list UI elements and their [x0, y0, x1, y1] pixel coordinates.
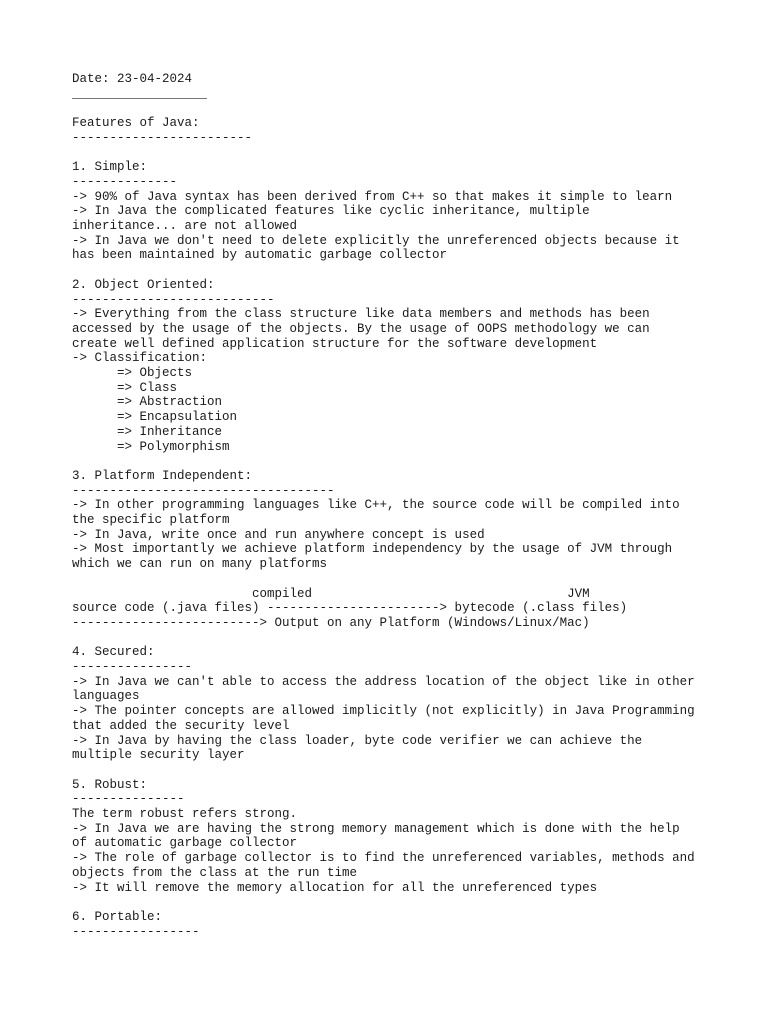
document-line: -> The pointer concepts are allowed implicitly (not explicitly) in Java Programming	[72, 704, 695, 719]
document-line: -> In Java we are having the strong memory management which is done with the help	[72, 821, 680, 836]
document-line: -> In other programming languages like C++, the source code will be compiled into	[72, 498, 680, 513]
document-line: has been maintained by automatic garbage collector	[72, 248, 448, 263]
document-line: -> The role of garbage collector is to find the unreferenced variables, methods and	[72, 851, 695, 866]
document-line: ---------------	[72, 792, 185, 807]
document-line: inheritance... are not allowed	[72, 219, 298, 233]
document-line: --------------	[72, 174, 178, 189]
document-line: -> In Java the complicated features like cyclic inheritance, multiple	[72, 204, 590, 219]
document-line: => Class	[72, 380, 178, 395]
document-line: 4. Secured:	[72, 645, 155, 660]
document-line: -> In Java, write once and run anywhere concept is used	[72, 527, 485, 542]
document-line: ----------------	[72, 660, 193, 675]
document-line: -> Everything from the class structure like data members and methods has been	[72, 307, 650, 322]
document-line: the specific platform	[72, 513, 230, 528]
document-line: => Inheritance	[72, 424, 223, 439]
document-line: => Abstraction	[72, 395, 223, 410]
document-line: Date: 23-04-2024	[72, 72, 193, 86]
document-page	[72, 72, 732, 939]
document-line: -------------------------> Output on any Platform (Windows/Linux/Mac)	[72, 615, 590, 630]
document-line	[72, 895, 732, 910]
document-line: The term robust refers strong.	[72, 807, 298, 822]
document-line: 1. Simple:	[72, 160, 148, 175]
document-line	[72, 263, 732, 278]
document-line: accessed by the usage of the objects. By the usage of OOPS methodology we can	[72, 321, 650, 336]
document-line: -> 90% of Java syntax has been derived from C++ so that makes it simple to learn	[72, 189, 673, 204]
document-line: __________________	[72, 86, 208, 101]
document-line	[72, 101, 732, 116]
document-line: of automatic garbage collector	[72, 836, 298, 851]
document-line: 5. Robust:	[72, 777, 148, 792]
document-line: -> In Java we don't need to delete explicitly the unreferenced objects because it	[72, 233, 680, 248]
document-line	[72, 146, 732, 161]
document-line: -> In Java we can't able to access the address location of the object like in other	[72, 674, 695, 689]
document-line: objects from the class at the run time	[72, 865, 358, 880]
document-line: languages	[72, 689, 140, 704]
document-line: -> In Java by having the class loader, byte code verifier we can achieve the	[72, 733, 643, 748]
document-line: 3. Platform Independent:	[72, 468, 253, 483]
document-line: ------------------------	[72, 130, 253, 145]
document-line: Features of Java:	[72, 116, 200, 131]
document-line: -----------------	[72, 924, 200, 939]
document-line	[72, 631, 732, 646]
document-line: -> Most importantly we achieve platform independency by the usage of JVM through	[72, 542, 673, 557]
document-line: source code (.java files) -----------------------> bytecode (.class files)	[72, 601, 628, 616]
document-line: which we can run on many platforms	[72, 557, 328, 572]
document-line: 2. Object Oriented:	[72, 277, 215, 292]
document-line: create well defined application structure for the software development	[72, 336, 598, 351]
document-line: 6. Portable:	[72, 909, 163, 924]
document-line: -> It will remove the memory allocation for all the unreferenced types	[72, 880, 598, 895]
document-line	[72, 454, 732, 469]
document-line: multiple security layer	[72, 748, 245, 763]
document-line	[72, 572, 732, 587]
document-line: -> Classification:	[72, 351, 208, 366]
document-line: => Objects	[72, 366, 193, 381]
document-line: compiled JVM	[72, 586, 590, 601]
document-line	[72, 763, 732, 778]
document-line: => Encapsulation	[72, 410, 238, 425]
document-line: => Polymorphism	[72, 439, 230, 454]
document-line: -----------------------------------	[72, 483, 335, 498]
document-line: ---------------------------	[72, 292, 275, 307]
document-line: that added the security level	[72, 718, 290, 733]
